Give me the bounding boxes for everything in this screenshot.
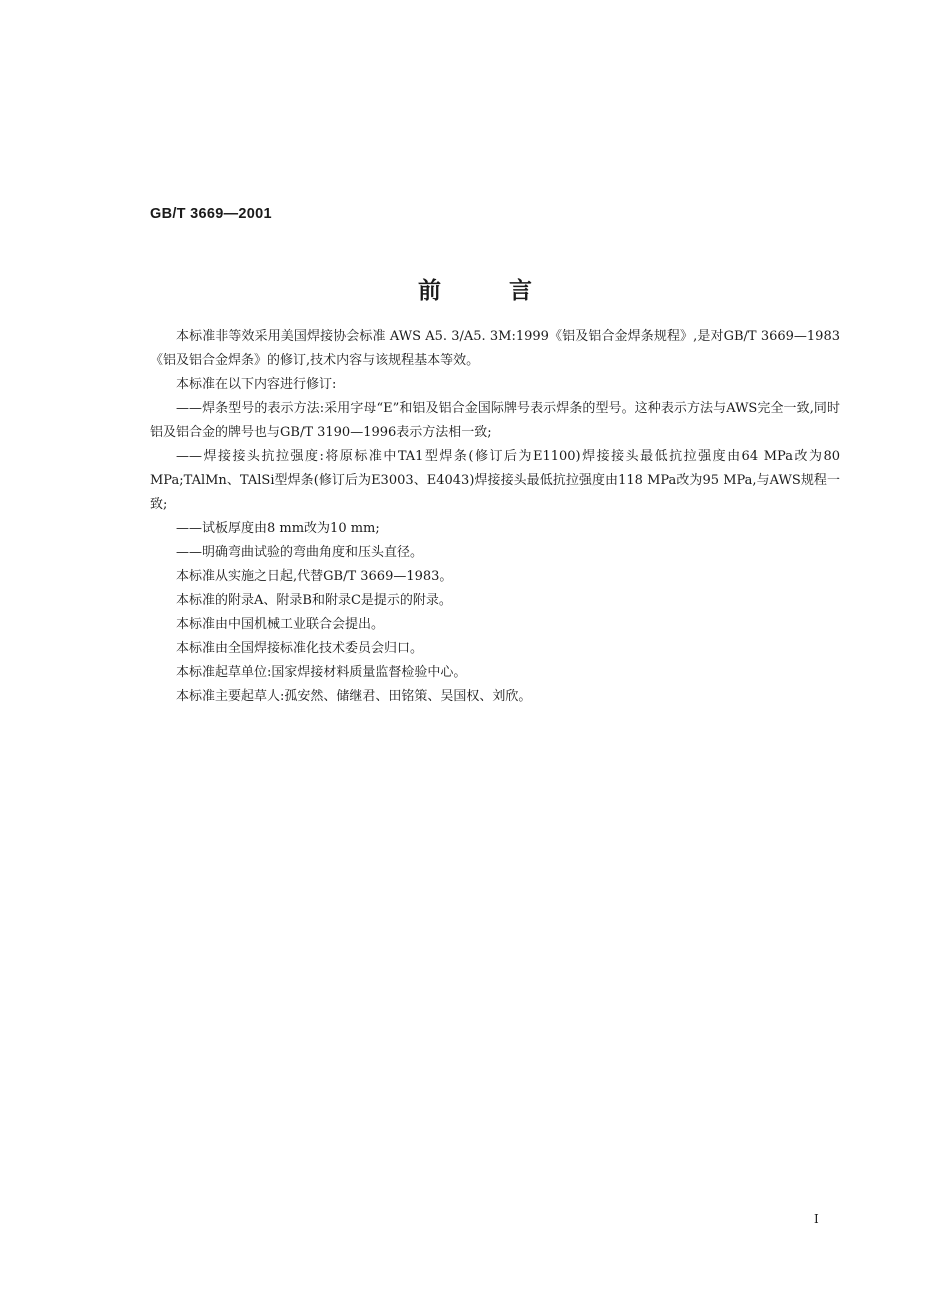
revision-item-tensile-strength: ——焊接接头抗拉强度:将原标准中TA1型焊条(修订后为E1100)焊接接头最低抗拉强度由64 MPa改为80 MPa;TAlMn、TAlSi型焊条(修订后为E3003、E4043)焊接接头最低抗拉强度由118 MPa改为95 MPa,与AWS规程一致; <box>150 449 840 512</box>
paragraph-revision-lead: 本标准在以下内容进行修订: <box>176 377 337 392</box>
paragraph-administered-by: 本标准由全国焊接标准化技术委员会归口。 <box>176 641 424 656</box>
paragraph-intro: 本标准非等效采用美国焊接协会标准 AWS A5. 3/A5. 3M:1999《铝及铝合金焊条规程》,是对GB/T 3669—1983《铝及铝合金焊条》的修订,技术内容与该规程基本等效。 <box>150 329 840 368</box>
page-number: I <box>814 1212 819 1226</box>
revision-item-plate-thickness: ——试板厚度由8 mm改为10 mm; <box>176 521 380 536</box>
paragraph-drafters: 本标准主要起草人:孤安然、储继君、田铭策、吴国权、刘欣。 <box>176 689 532 704</box>
paragraph-replacement: 本标准从实施之日起,代替GB/T 3669—1983。 <box>176 569 453 584</box>
paragraph-drafting-unit: 本标准起草单位:国家焊接材料质量监督检验中心。 <box>176 665 467 680</box>
revision-item-bend-test: ——明确弯曲试验的弯曲角度和压头直径。 <box>176 545 424 560</box>
revision-item-designation: ——焊条型号的表示方法:采用字母“E”和铝及铝合金国际牌号表示焊条的型号。这种表示方法与AWS完全一致,同时铝及铝合金的牌号也与GB/T 3190—1996表示方法相一致; <box>150 401 840 440</box>
page-title: 前言 <box>418 278 600 304</box>
paragraph-proposed-by: 本标准由中国机械工业联合会提出。 <box>176 617 385 632</box>
paragraph-annexes: 本标准的附录A、附录B和附录C是提示的附录。 <box>176 593 452 608</box>
standard-code: GB/T 3669—2001 <box>150 206 272 222</box>
foreword-body <box>150 325 840 709</box>
